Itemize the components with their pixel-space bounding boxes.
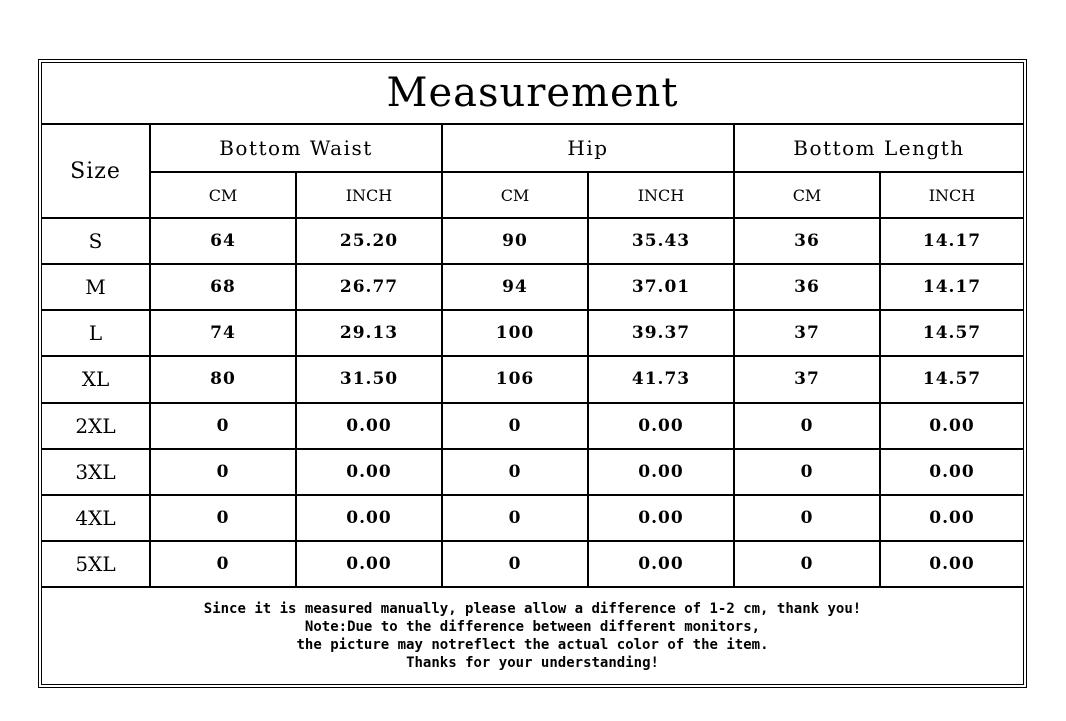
note-line: the picture may notreflect the actual color of the item. [296, 636, 769, 653]
value-cell: 80 [150, 356, 296, 402]
value-cell: 0.00 [588, 495, 734, 541]
unit-header-cm: CM [442, 172, 588, 218]
value-cell: 0.00 [296, 495, 442, 541]
size-cell: 5XL [41, 541, 150, 587]
value-cell: 106 [442, 356, 588, 402]
value-cell: 0 [734, 495, 880, 541]
value-cell: 0.00 [880, 495, 1024, 541]
value-cell: 94 [442, 264, 588, 310]
group-header-hip: Hip [442, 124, 734, 172]
value-cell: 37 [734, 356, 880, 402]
table-row [41, 218, 1024, 264]
value-cell: 0.00 [880, 541, 1024, 587]
table-row [41, 495, 1024, 541]
note-line: Note:Due to the difference between different monitors, [304, 618, 761, 635]
value-cell: 90 [442, 218, 588, 264]
value-cell: 64 [150, 218, 296, 264]
unit-header-inch: INCH [588, 172, 734, 218]
table-row [41, 310, 1024, 356]
value-cell: 0 [734, 541, 880, 587]
value-cell: 0.00 [588, 403, 734, 449]
value-cell: 0 [150, 495, 296, 541]
value-cell: 36 [734, 218, 880, 264]
value-cell: 25.20 [296, 218, 442, 264]
unit-header-cm: CM [734, 172, 880, 218]
value-cell: 31.50 [296, 356, 442, 402]
value-cell: 37 [734, 310, 880, 356]
value-cell: 37.01 [588, 264, 734, 310]
value-cell: 0 [442, 403, 588, 449]
table-row [41, 449, 1024, 495]
value-cell: 14.57 [880, 356, 1024, 402]
unit-header-inch: INCH [880, 172, 1024, 218]
value-cell: 36 [734, 264, 880, 310]
value-cell: 0 [734, 403, 880, 449]
value-cell: 74 [150, 310, 296, 356]
value-cell: 0.00 [880, 403, 1024, 449]
value-cell: 0 [442, 541, 588, 587]
size-cell: 2XL [41, 403, 150, 449]
note-line: Thanks for your understanding! [406, 654, 659, 671]
value-cell: 0 [150, 541, 296, 587]
size-column-header: Size [41, 124, 150, 218]
table-title: Measurement [41, 62, 1024, 124]
value-cell: 0.00 [296, 541, 442, 587]
value-cell: 0.00 [880, 449, 1024, 495]
value-cell: 0.00 [588, 541, 734, 587]
value-cell: 0 [442, 495, 588, 541]
value-cell: 100 [442, 310, 588, 356]
table-row [41, 541, 1024, 587]
table-row [41, 403, 1024, 449]
value-cell: 14.57 [880, 310, 1024, 356]
value-cell: 14.17 [880, 264, 1024, 310]
notes-block [41, 587, 1024, 685]
table-row [41, 356, 1024, 402]
table-row [41, 264, 1024, 310]
value-cell: 41.73 [588, 356, 734, 402]
size-cell: 3XL [41, 449, 150, 495]
value-cell: 39.37 [588, 310, 734, 356]
measurement-table [41, 62, 1024, 685]
value-cell: 0.00 [296, 449, 442, 495]
size-cell: L [41, 310, 150, 356]
value-cell: 26.77 [296, 264, 442, 310]
unit-header-cm: CM [150, 172, 296, 218]
group-header-bottom-length: Bottom Length [734, 124, 1024, 172]
value-cell: 14.17 [880, 218, 1024, 264]
value-cell: 35.43 [588, 218, 734, 264]
value-cell: 0.00 [296, 403, 442, 449]
value-cell: 0 [734, 449, 880, 495]
size-rows [41, 218, 1024, 587]
value-cell: 0 [150, 449, 296, 495]
size-cell: 4XL [41, 495, 150, 541]
value-cell: 0 [442, 449, 588, 495]
value-cell: 0 [150, 403, 296, 449]
unit-header-inch: INCH [296, 172, 442, 218]
value-cell: 68 [150, 264, 296, 310]
value-cell: 29.13 [296, 310, 442, 356]
value-cell: 0.00 [588, 449, 734, 495]
note-line: Since it is measured manually, please allow a difference of 1-2 cm, thank you! [203, 600, 862, 617]
size-cell: XL [41, 356, 150, 402]
group-header-bottom-waist: Bottom Waist [150, 124, 442, 172]
size-cell: S [41, 218, 150, 264]
size-cell: M [41, 264, 150, 310]
